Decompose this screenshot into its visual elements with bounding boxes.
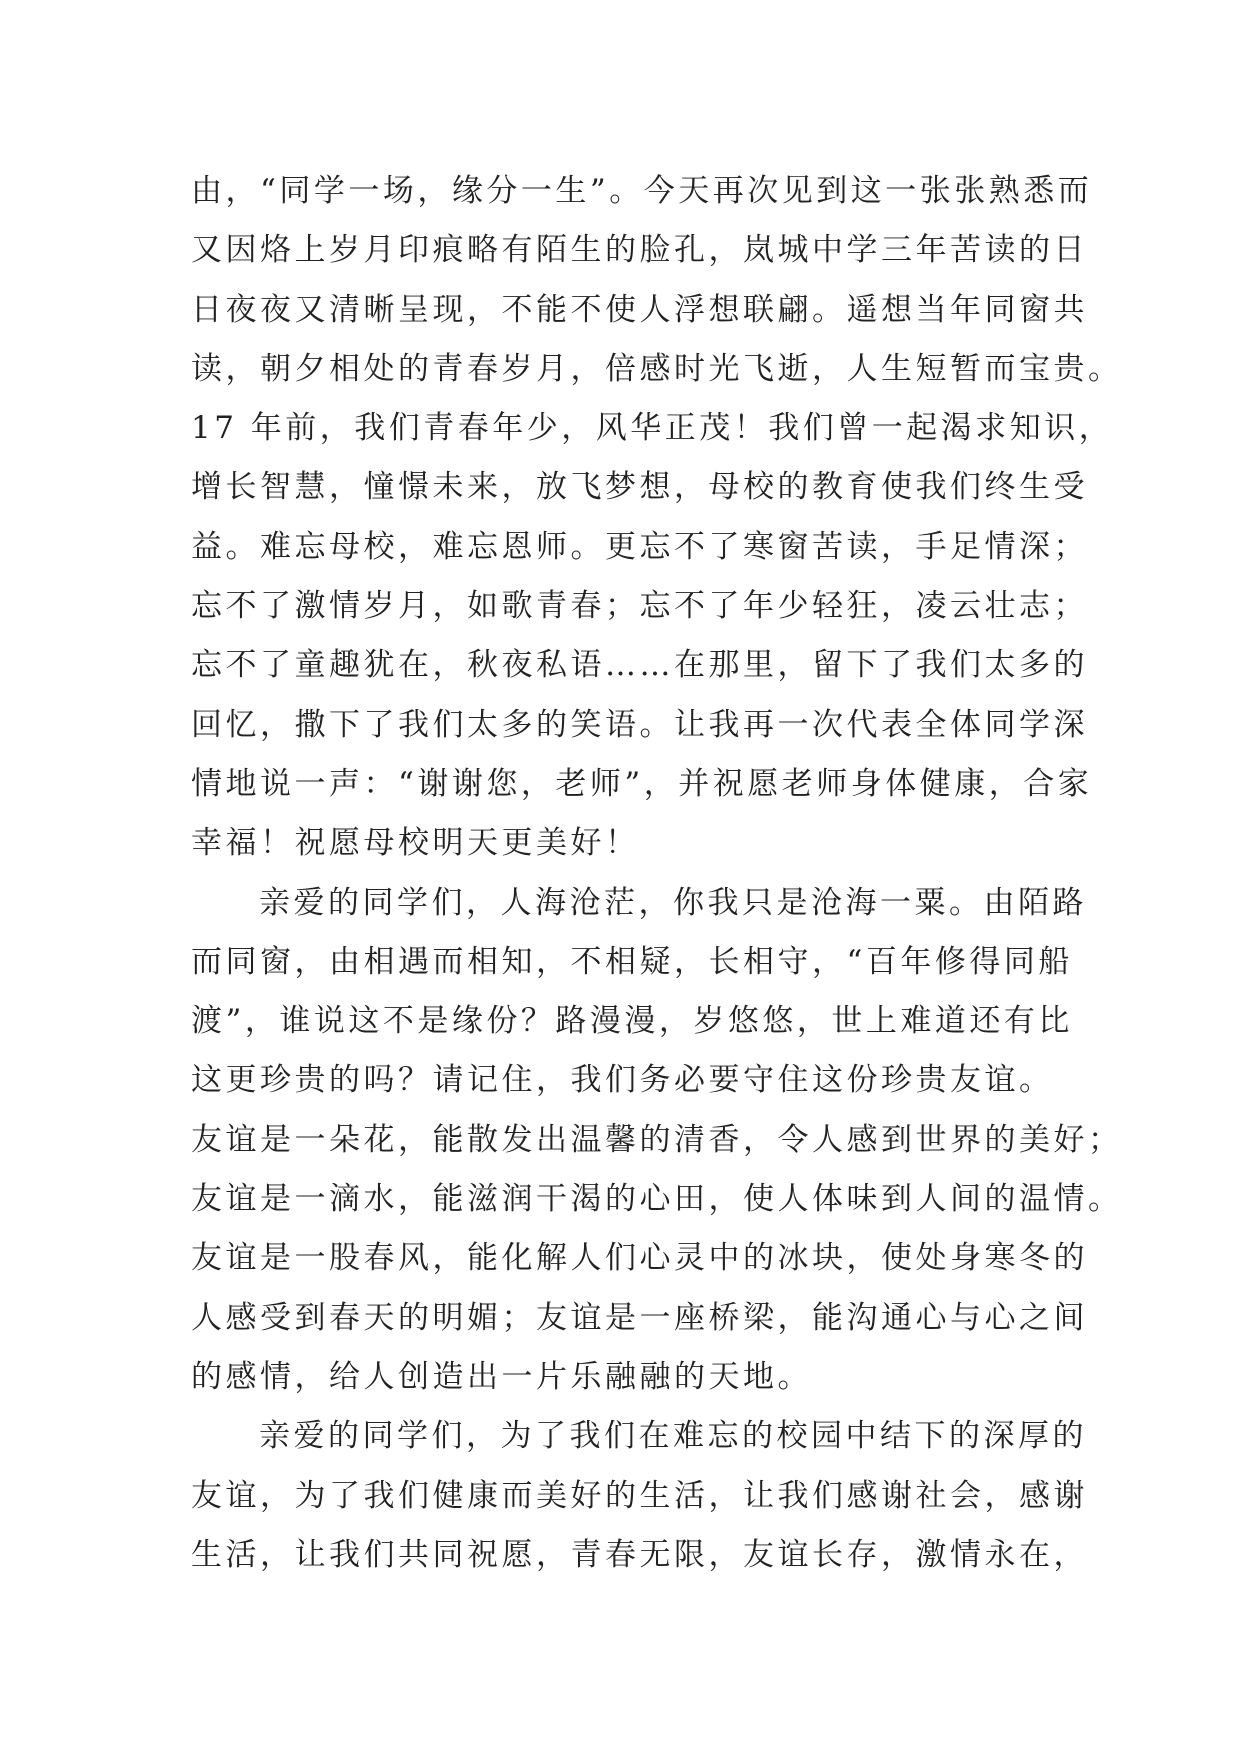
text-line: 日夜夜又清晰呈现，不能不使人浮想联翩。遥想当年同窗共 [191, 291, 1088, 328]
text-line: 忘不了童趣犹在，秋夜私语……在那里，留下了我们太多的 [191, 647, 1088, 684]
text-line: 友谊，为了我们健康而美好的生活，让我们感谢社会，感谢 [191, 1477, 1088, 1514]
text-line: 渡”，谁说这不是缘份？路漫漫，岁悠悠，世上难道还有比 [191, 1003, 1073, 1040]
document-body [191, 162, 1123, 1585]
text-line: 人感受到春天的明媚；友谊是一座桥梁，能沟通心与心之间 [191, 1299, 1088, 1336]
text-line: 友谊是一滴水，能滋润干渴的心田，使人体味到人间的温情。 [191, 1181, 1123, 1218]
text-line: 情地说一声：“谢谢您，老师”，并祝愿老师身体健康，合家 [191, 765, 1093, 802]
text-line: 幸福！祝愿母校明天更美好！ [191, 825, 640, 862]
paragraph-1 [191, 162, 1123, 874]
text-line: 亲爱的同学们，为了我们在难忘的校园中结下的深厚的 [259, 1418, 1087, 1455]
text-line: 的感情，给人创造出一片乐融融的天地。 [191, 1358, 812, 1395]
text-line: 亲爱的同学们，人海沧茫，你我只是沧海一粟。由陌路 [259, 884, 1087, 921]
text-line: 又因烙上岁月印痕略有陌生的脸孔，岚城中学三年苦读的日 [191, 232, 1088, 269]
paragraph-2 [191, 874, 1123, 1408]
text-line: 生活，让我们共同祝愿，青春无限，友谊长存，激情永在， [191, 1536, 1088, 1573]
text-line: 增长智慧，憧憬未来，放飞梦想，母校的教育使我们终生受 [191, 469, 1088, 506]
text-line: 由，“同学一场，缘分一生”。今天再次见到这一张张熟悉而 [191, 173, 1093, 209]
text-line: 17 年前，我们青春年少，风华正茂！我们曾一起渴求知识， [191, 410, 1114, 447]
text-line: 回忆，撒下了我们太多的笑语。让我再一次代表全体同学深 [191, 706, 1088, 743]
text-line: 益。难忘母校，难忘恩师。更忘不了寒窗苦读，手足情深； [191, 528, 1088, 565]
text-line: 友谊是一股春风，能化解人们心灵中的冰块，使处身寒冬的 [191, 1240, 1088, 1277]
text-line: 友谊是一朵花，能散发出温馨的清香，令人感到世界的美好； [191, 1121, 1123, 1158]
paragraph-3 [191, 1407, 1088, 1585]
text-line: 这更珍贵的吗？请记住，我们务必要守住这份珍贵友谊。 [191, 1062, 1054, 1099]
text-line: 忘不了激情岁月，如歌青春；忘不了年少轻狂，凌云壮志； [191, 588, 1088, 625]
text-line: 而同窗，由相遇而相知，不相疑，长相守，“百年修得同船 [191, 943, 1073, 980]
text-line: 读，朝夕相处的青春岁月，倍感时光飞逝，人生短暂而宝贵。 [191, 350, 1123, 387]
